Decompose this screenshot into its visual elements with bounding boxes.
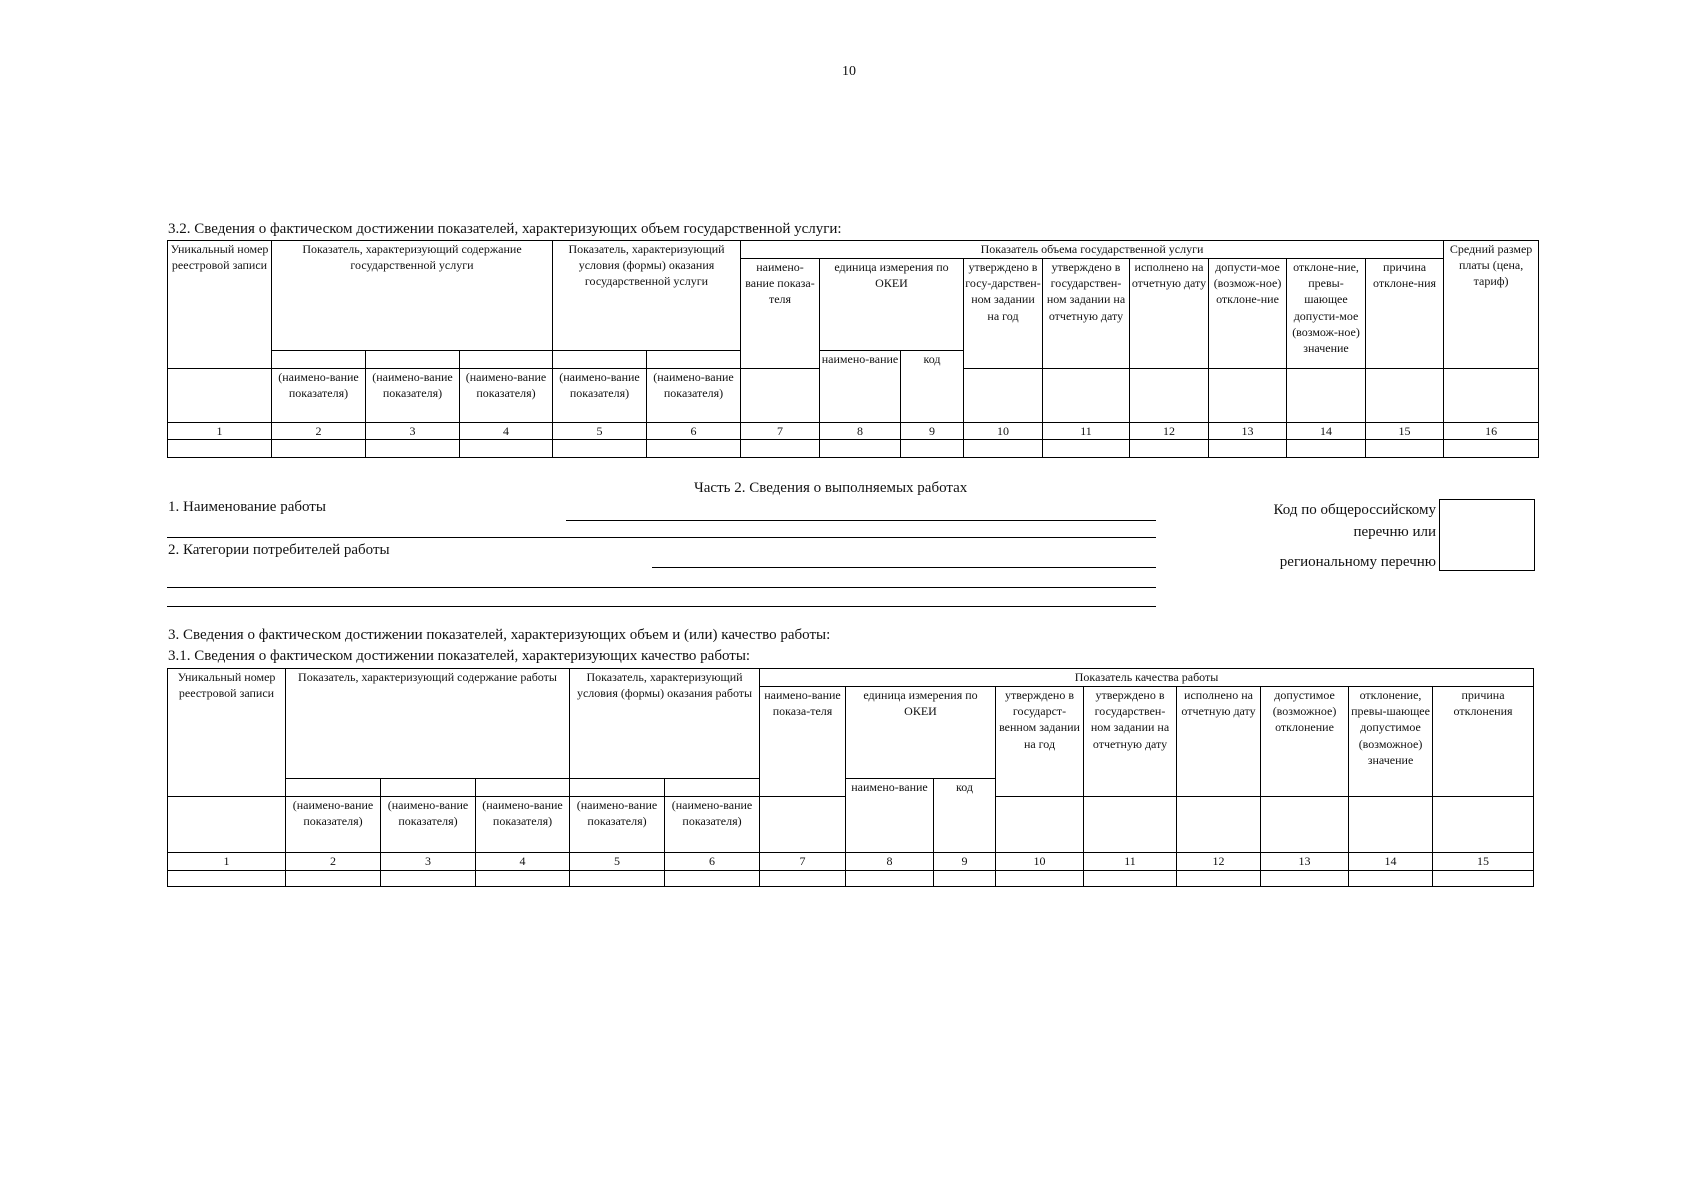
header-indicator-name-cell — [760, 797, 846, 853]
header-deviation-reason: причина отклоне-ния — [1366, 259, 1444, 369]
column-number: 3 — [366, 423, 460, 440]
consumer-categories-fill-line[interactable] — [652, 567, 1156, 568]
header-indicator-name-cell: (наимено-вание показателя) — [366, 369, 460, 423]
header-indicator-name-cell: (наимено-вание показателя) — [476, 797, 570, 853]
header-conditions-indicator: Показатель, характеризующий условия (формы) оказания государственной услуги — [553, 241, 741, 351]
header-indicator-name-cell — [1177, 797, 1261, 853]
data-cell[interactable] — [964, 440, 1043, 458]
header-indicator-name-cell — [996, 797, 1084, 853]
header-indicator-name-cell: (наимено-вание показателя) — [286, 797, 381, 853]
data-cell[interactable] — [381, 871, 476, 887]
column-number: 13 — [1261, 853, 1349, 871]
header-conditions-indicator: Показатель, характеризующий условия (формы) оказания работы — [570, 669, 760, 779]
header-indicator-name-cell — [1043, 369, 1130, 423]
column-number: 5 — [570, 853, 665, 871]
header-indicator-name-cell — [168, 797, 286, 853]
header-approved-date: утверждено в государствен-ном задании на отчетную дату — [1084, 687, 1177, 797]
data-cell[interactable] — [741, 440, 820, 458]
data-cell[interactable] — [1444, 440, 1539, 458]
column-number: 3 — [381, 853, 476, 871]
header-indicator-name-cell: (наимено-вание показателя) — [665, 797, 760, 853]
header-indicator-name-cell — [168, 369, 272, 423]
header-approved-year: утверждено в государст-венном задании на год — [996, 687, 1084, 797]
subheader-blank — [286, 779, 381, 797]
subheader-blank — [366, 351, 460, 369]
quality-indicators-table — [167, 668, 1534, 887]
subheader-blank — [272, 351, 366, 369]
header-indicator-name-cell: (наимено-вание показателя) — [272, 369, 366, 423]
column-number: 8 — [820, 423, 901, 440]
column-number: 9 — [901, 423, 964, 440]
header-indicator-name-cell — [1444, 369, 1539, 423]
header-unique-number: Уникальный номер реестровой записи — [168, 669, 286, 797]
consumer-categories-fill-line[interactable] — [167, 587, 1156, 588]
column-number: 16 — [1444, 423, 1539, 440]
column-number: 10 — [996, 853, 1084, 871]
data-cell[interactable] — [570, 871, 665, 887]
work-name-fill-line[interactable] — [167, 537, 1156, 538]
data-cell[interactable] — [553, 440, 647, 458]
volume-indicators-table — [167, 240, 1539, 458]
data-cell[interactable] — [996, 871, 1084, 887]
header-unit-name: наимено-вание — [820, 351, 901, 423]
section-3-1-heading: 3.1. Сведения о фактическом достижении показателей, характеризующих качество работы: — [168, 648, 751, 664]
header-approved-date: утверждено в государствен-ном задании на отчетную дату — [1043, 259, 1130, 369]
header-content-indicator: Показатель, характеризующий содержание государственной услуги — [272, 241, 553, 351]
subheader-blank — [381, 779, 476, 797]
header-unit-okei: единица измерения по ОКЕИ — [846, 687, 996, 779]
header-unique-number: Уникальный номер реестровой записи — [168, 241, 272, 369]
header-approved-year: утверждено в госу-дарствен-ном задании на год — [964, 259, 1043, 369]
data-cell[interactable] — [1177, 871, 1261, 887]
column-number: 14 — [1349, 853, 1433, 871]
header-average-fee: Средний размер платы (цена, тариф) — [1444, 241, 1539, 369]
data-cell[interactable] — [820, 440, 901, 458]
header-indicator-name-cell — [1261, 797, 1349, 853]
subheader-blank — [476, 779, 570, 797]
header-indicator-name-cell: (наимено-вание показателя) — [553, 369, 647, 423]
header-allowed-deviation: допустимое (возможное) отклонение — [1261, 687, 1349, 797]
column-number: 6 — [665, 853, 760, 871]
column-number: 4 — [460, 423, 553, 440]
registry-code-label-line: региональному перечню — [1279, 553, 1436, 570]
header-indicator-name-cell: (наимено-вание показателя) — [647, 369, 741, 423]
consumer-categories-fill-line[interactable] — [167, 606, 1156, 607]
header-indicator-name-cell — [1366, 369, 1444, 423]
data-cell[interactable] — [760, 871, 846, 887]
header-unit-name: наимено-вание — [846, 779, 934, 853]
header-indicator-name-cell: (наимено-вание показателя) — [460, 369, 553, 423]
header-indicator-name-cell — [1287, 369, 1366, 423]
part-2-title: Часть 2. Сведения о выполняемых работах — [694, 480, 968, 496]
data-cell[interactable] — [1130, 440, 1209, 458]
column-number: 11 — [1084, 853, 1177, 871]
header-excess-deviation: отклонение, превы-шающее допустимое (возможное) значение — [1349, 687, 1433, 797]
header-indicator-name-cell — [1349, 797, 1433, 853]
data-cell[interactable] — [272, 440, 366, 458]
header-indicator-name-cell: (наимено-вание показателя) — [570, 797, 665, 853]
header-allowed-deviation: допусти-мое (возмож-ное) отклоне-ние — [1209, 259, 1287, 369]
data-cell[interactable] — [366, 440, 460, 458]
data-cell[interactable] — [901, 440, 964, 458]
data-cell[interactable] — [286, 871, 381, 887]
header-indicator-name: наимено-вание показа-теля — [760, 687, 846, 797]
column-number: 7 — [760, 853, 846, 871]
subheader-blank — [460, 351, 553, 369]
section-3-2-heading: 3.2. Сведения о фактическом достижении показателей, характеризующих объем государственной услуги: — [168, 221, 842, 237]
header-unit-code: код — [901, 351, 964, 423]
column-number: 14 — [1287, 423, 1366, 440]
column-number: 12 — [1177, 853, 1261, 871]
header-indicator-name-cell — [741, 369, 820, 423]
column-number: 10 — [964, 423, 1043, 440]
column-number: 12 — [1130, 423, 1209, 440]
page-number: 10 — [842, 64, 856, 79]
column-number: 2 — [272, 423, 366, 440]
header-indicator-name: наимено-вание показа-теля — [741, 259, 820, 369]
subheader-blank — [647, 351, 741, 369]
work-name-fill-line[interactable] — [566, 520, 1156, 521]
column-number: 8 — [846, 853, 934, 871]
column-number: 11 — [1043, 423, 1130, 440]
data-cell[interactable] — [1261, 871, 1349, 887]
data-cell[interactable] — [168, 871, 286, 887]
column-number: 1 — [168, 853, 286, 871]
data-cell[interactable] — [846, 871, 934, 887]
column-number: 5 — [553, 423, 647, 440]
header-indicator-name-cell — [1209, 369, 1287, 423]
data-cell[interactable] — [168, 440, 272, 458]
data-cell[interactable] — [665, 871, 760, 887]
registry-code-label-line: Код по общероссийскому — [1273, 502, 1436, 518]
column-number: 13 — [1209, 423, 1287, 440]
data-cell[interactable] — [1209, 440, 1287, 458]
column-number: 6 — [647, 423, 741, 440]
work-name-label: 1. Наименование работы — [168, 499, 326, 515]
header-volume-indicator: Показатель объема государственной услуги — [741, 241, 1444, 259]
data-cell[interactable] — [460, 440, 553, 458]
data-cell[interactable] — [1287, 440, 1366, 458]
header-content-indicator: Показатель, характеризующий содержание работы — [286, 669, 570, 779]
header-unit-code: код — [934, 779, 996, 853]
subheader-blank — [553, 351, 647, 369]
header-indicator-name-cell — [1433, 797, 1534, 853]
header-excess-deviation: отклоне-ние, превы-шающее допусти-мое (возмож-ное) значение — [1287, 259, 1366, 369]
header-executed: исполнено на отчетную дату — [1130, 259, 1209, 369]
data-cell[interactable] — [476, 871, 570, 887]
data-cell[interactable] — [934, 871, 996, 887]
section-3-heading: 3. Сведения о фактическом достижении показателей, характеризующих объем и (или) качество работы: — [168, 627, 831, 643]
registry-code-label-line: перечню или — [1353, 523, 1436, 540]
header-indicator-name-cell — [1130, 369, 1209, 423]
column-number: 15 — [1366, 423, 1444, 440]
header-deviation-reason: причина отклонения — [1433, 687, 1534, 797]
data-cell[interactable] — [1433, 871, 1534, 887]
column-number: 2 — [286, 853, 381, 871]
registry-code-box[interactable] — [1439, 499, 1535, 571]
column-number: 15 — [1433, 853, 1534, 871]
header-indicator-name-cell — [1084, 797, 1177, 853]
data-cell[interactable] — [1366, 440, 1444, 458]
data-cell[interactable] — [1349, 871, 1433, 887]
column-number: 4 — [476, 853, 570, 871]
subheader-blank — [570, 779, 665, 797]
data-cell[interactable] — [1043, 440, 1130, 458]
column-number: 7 — [741, 423, 820, 440]
header-executed: исполнено на отчетную дату — [1177, 687, 1261, 797]
data-cell[interactable] — [647, 440, 741, 458]
subheader-blank — [665, 779, 760, 797]
column-number: 1 — [168, 423, 272, 440]
registry-code-label — [1274, 500, 1436, 573]
header-indicator-name-cell: (наимено-вание показателя) — [381, 797, 476, 853]
data-cell[interactable] — [1084, 871, 1177, 887]
header-unit-okei: единица измерения по ОКЕИ — [820, 259, 964, 351]
column-number: 9 — [934, 853, 996, 871]
header-indicator-name-cell — [964, 369, 1043, 423]
header-quality-indicator: Показатель качества работы — [760, 669, 1534, 687]
consumer-categories-label: 2. Категории потребителей работы — [168, 542, 390, 558]
